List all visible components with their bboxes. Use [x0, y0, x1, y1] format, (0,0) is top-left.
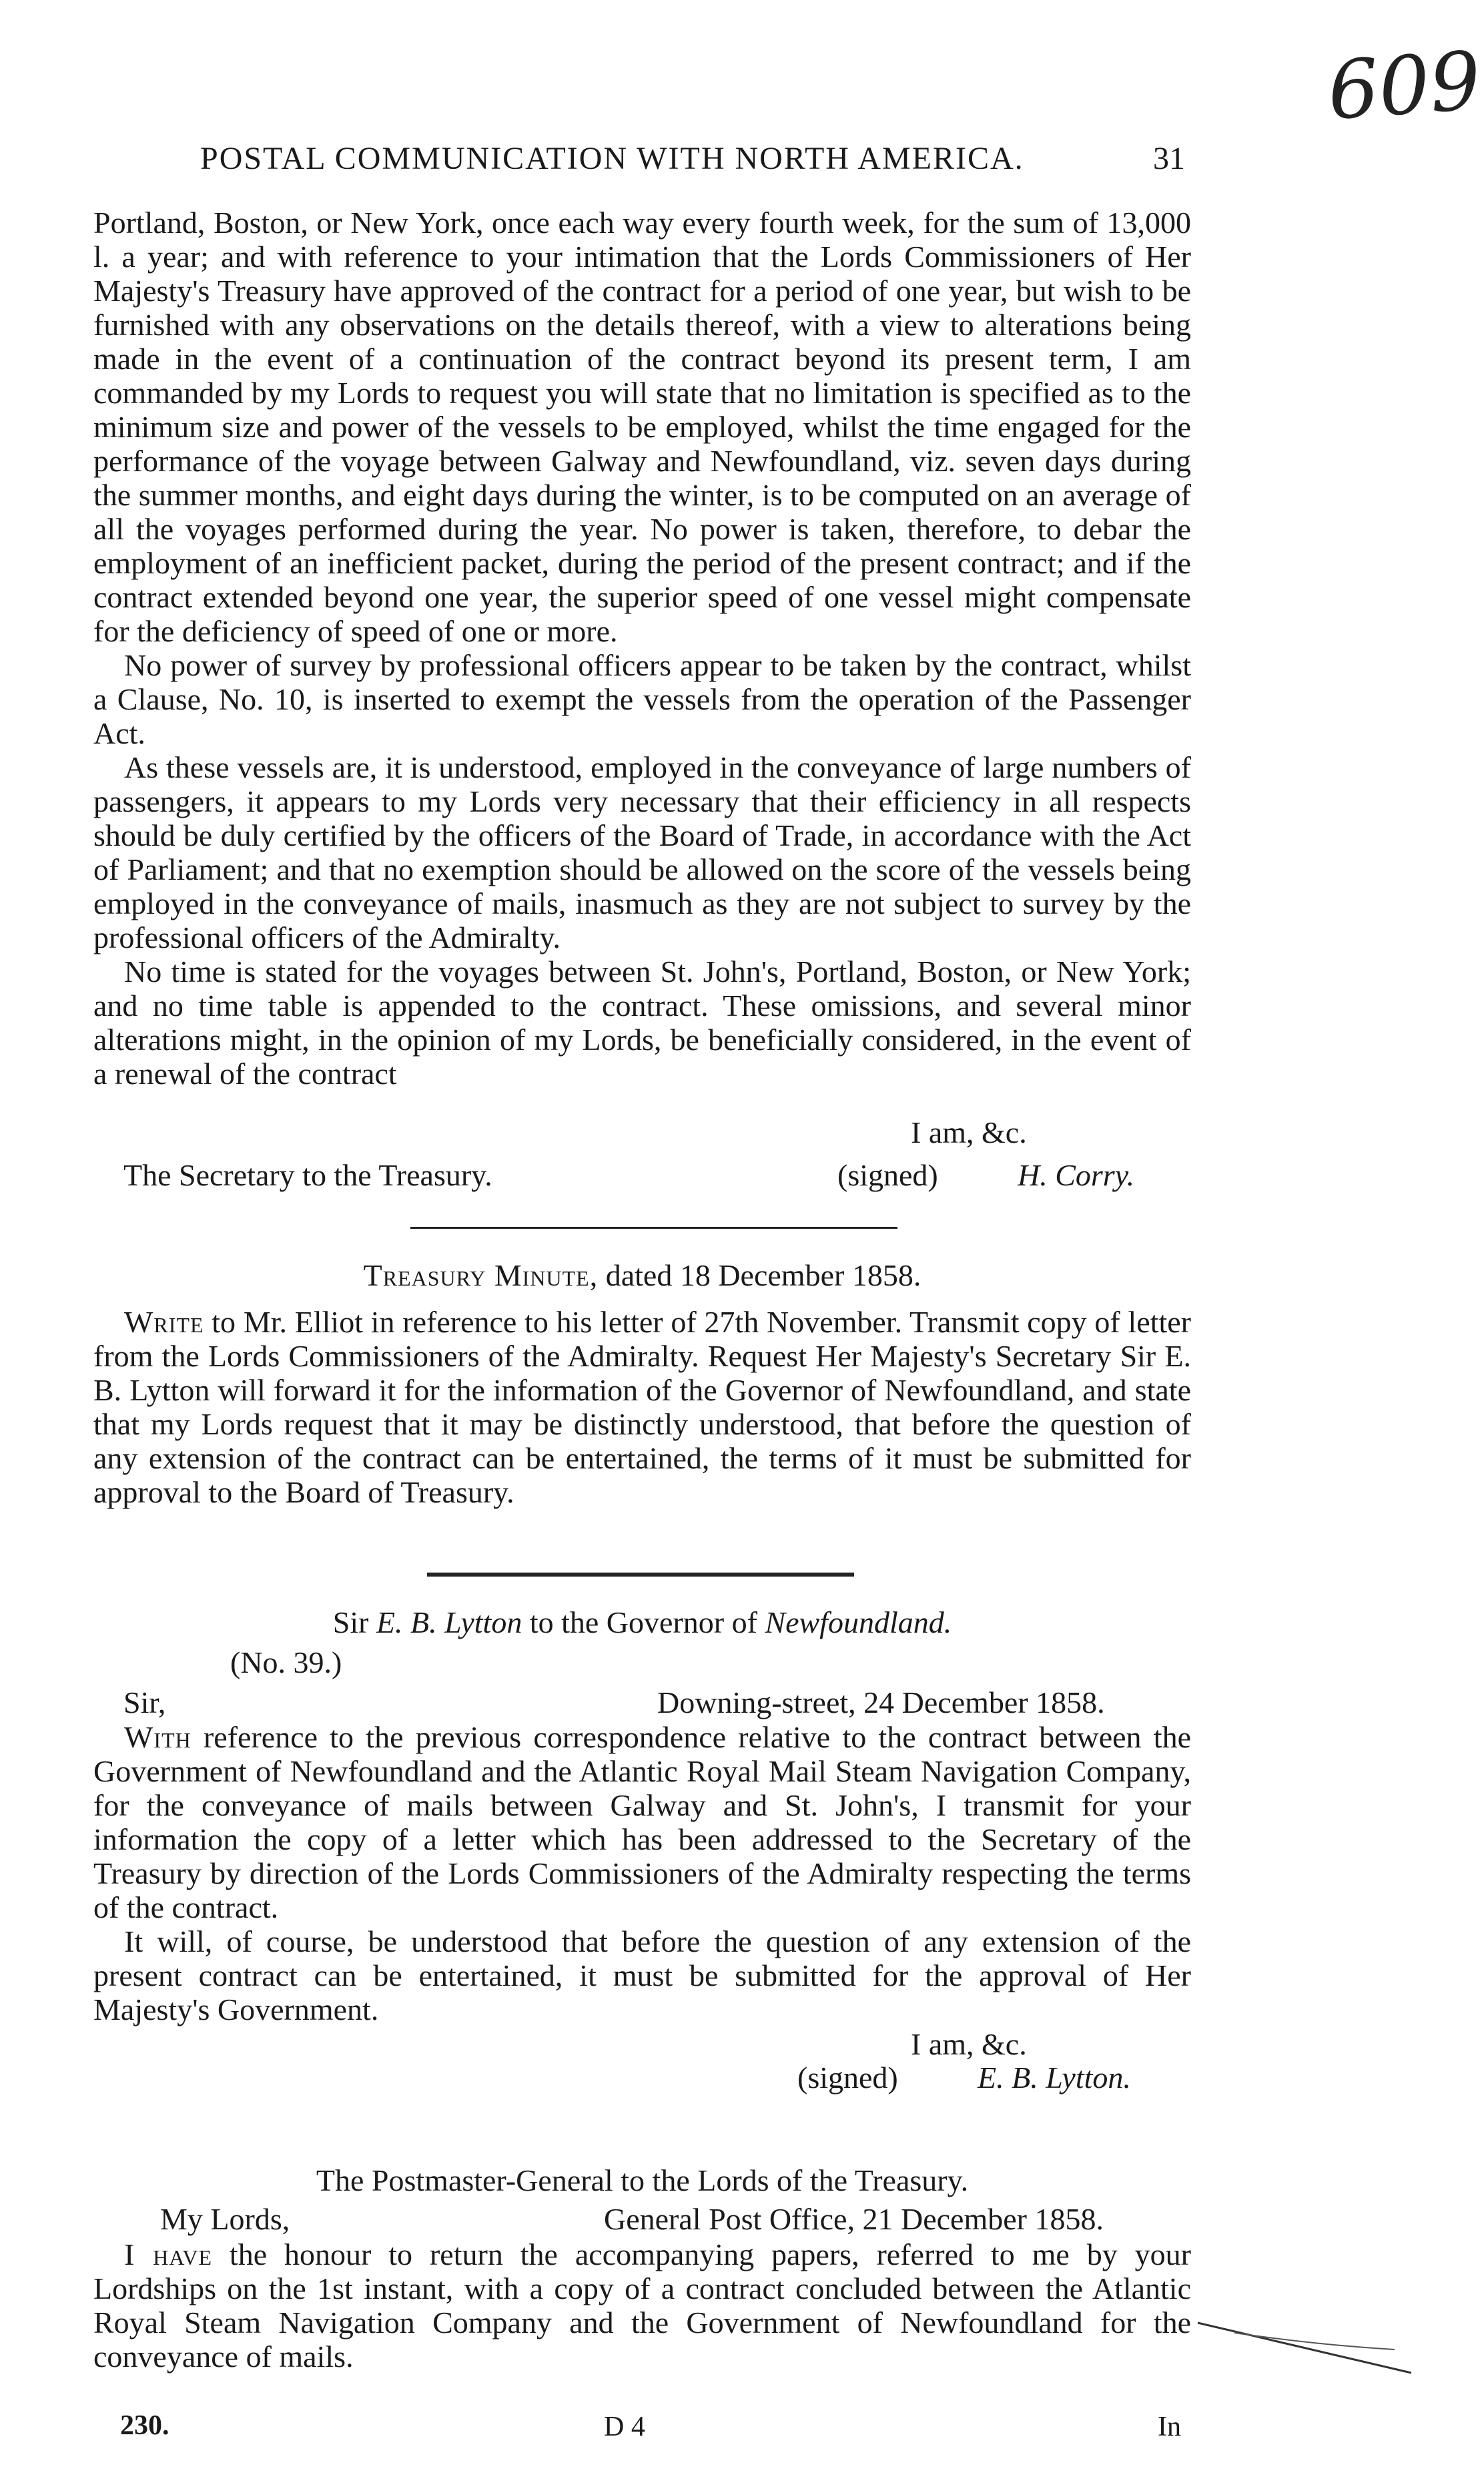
letter-1-signatory: H. Corry. [1018, 1158, 1135, 1192]
section-divider [427, 1573, 854, 1577]
letter-2-signatory: E. B. Lytton. [978, 2060, 1131, 2095]
running-head: POSTAL COMMUNICATION WITH NORTH AMERICA. [200, 141, 1024, 176]
letter-2-text: reference to the previous correspondence relative to the contract between the Government of Newfoundland and the Atlantic Royal Mail Steam Navigation Company, for the conveyance of mails between Galway and St. John's, I transmit for your information the copy of a letter which has been addressed to the Secretary of the Treasury by direction of the Lords Commissioners of the Admiralty respecting the terms of the contract. [93, 1720, 1191, 1924]
letter-2-heading-pre: Sir [332, 1605, 369, 1639]
letter-2-salutation: Sir, [123, 1685, 166, 1719]
treasury-minute-paragraph [93, 1305, 1191, 1509]
letter-2-heading [93, 1605, 1191, 1640]
letter-3-text: the honour to return the accompanying papers, referred to me by your Lordships on the 1st instant, with a copy of a contract concluded between the Atlantic Royal Steam Navigation Company and the Government of Newfoundland for the conveyance of mails. [93, 2237, 1191, 2374]
letter-2-signed-label: (signed) [797, 2060, 898, 2095]
letter-1-signed-label: (signed) [837, 1158, 938, 1192]
treasury-minute-date: dated 18 December 1858. [605, 1258, 921, 1292]
letter-3-dateline: General Post Office, 21 December 1858. [604, 2202, 1104, 2236]
section-divider [410, 1227, 897, 1229]
treasury-minute-body [93, 1305, 1191, 1509]
treasury-minute-heading [93, 1258, 1191, 1293]
letter-1-addressee: The Secretary to the Treasury. [123, 1158, 492, 1192]
letter-3-salutation: My Lords, [160, 2202, 290, 2236]
letter-2-heading-mid: to the Governor of [529, 1605, 757, 1639]
footer-catchword: In [1158, 2412, 1181, 2442]
letter-1-paragraph: Portland, Boston, or New York, once each way every fourth week, for the sum of 13,000 l. a year; and with reference to your intimation that the Lords Commissioners of Her Majesty's Treasury have approved of the contract for a period of one year, but wish to be furnished with any observations on the details thereof, with a view to alterations being made in the event of a continuation of the contract beyond its present term, I am commanded by my Lords to request you will state that no limitation is specified as to the minimum size and power of the vessels to be employed, whilst the time engaged for the performance of the voyage between Galway and Newfoundland, viz. seven days during the summer months, and eight days during the winter, is to be computed on an average of all the voyages performed during the year. No power is taken, therefore, to debar the employment of an inefficient packet, during the period of the present contract; and if the contract extended beyond one year, the superior speed of one vessel might compensate for the deficiency of speed of one or more. [93, 206, 1191, 648]
letter-3-heading: The Postmaster-General to the Lords of the Treasury. [316, 2163, 969, 2197]
letter-1-body [93, 206, 1191, 1091]
letter-3-body [93, 2237, 1191, 2374]
footer-signature-mark: D 4 [604, 2412, 645, 2442]
letter-2-heading-place: Newfoundland. [765, 1605, 952, 1639]
margin-pen-stroke [1194, 2309, 1415, 2383]
letter-1-paragraph: No power of survey by professional officers appear to be taken by the contract, whilst a Clause, No. 10, is inserted to exempt the vessels from the operation of the Passenger Act. [93, 648, 1191, 750]
handwritten-folio-number: 609 [1325, 35, 1484, 138]
treasury-minute-title: Treasury Minute, [363, 1258, 599, 1292]
letter-2-dateline: Downing-street, 24 December 1858. [657, 1685, 1105, 1719]
letter-2-paragraph [93, 1720, 1191, 1924]
letter-1-closing: I am, &c. [911, 1115, 1027, 1149]
letter-2-body [93, 1720, 1191, 2026]
page-number: 31 [1153, 141, 1185, 176]
treasury-minute-lead: Write [124, 1305, 204, 1339]
treasury-minute-text: to Mr. Elliot in reference to his letter of 27th November. Transmit copy of letter from the Lords Commissioners of the Admiralty. Request Her Majesty's Secretary Sir E. B. Lytton will forward it for the information of the Governor of Newfoundland, and state that my Lords request that it may be distinctly understood, that before the question of any extension of the contract can be entertained, the terms of it must be submitted for approval to the Board of Treasury. [93, 1305, 1191, 1509]
footer-sheet-number: 230. [120, 2410, 169, 2441]
letter-2-closing: I am, &c. [911, 2027, 1027, 2061]
letter-2-paragraph: It will, of course, be understood that before the question of any extension of the present contract can be entertained, it must be submitted for the approval of Her Majesty's Government. [93, 1924, 1191, 2026]
letter-2-heading-name: E. B. Lytton [376, 1605, 522, 1639]
letter-3-lead: I have [124, 2237, 212, 2271]
letter-2-number: (No. 39.) [230, 1645, 342, 1679]
letter-3-paragraph [93, 2237, 1191, 2374]
letter-1-paragraph: No time is stated for the voyages between St. John's, Portland, Boston, or New York; and no time table is appended to the contract. These omissions, and several minor alterations might, in the opinion of my Lords, be beneficially considered, in the event of a renewal of the contract [93, 954, 1191, 1091]
letter-2-lead: With [124, 1720, 192, 1754]
letter-1-paragraph: As these vessels are, it is understood, employed in the conveyance of large numbers of passengers, it appears to my Lords very necessary that their efficiency in all respects should be duly certified by the officers of the Board of Trade, in accordance with the Act of Parliament; and that no exemption should be allowed on the score of the vessels being employed in the conveyance of mails, inasmuch as they are not subject to survey by the professional officers of the Admiralty. [93, 750, 1191, 954]
